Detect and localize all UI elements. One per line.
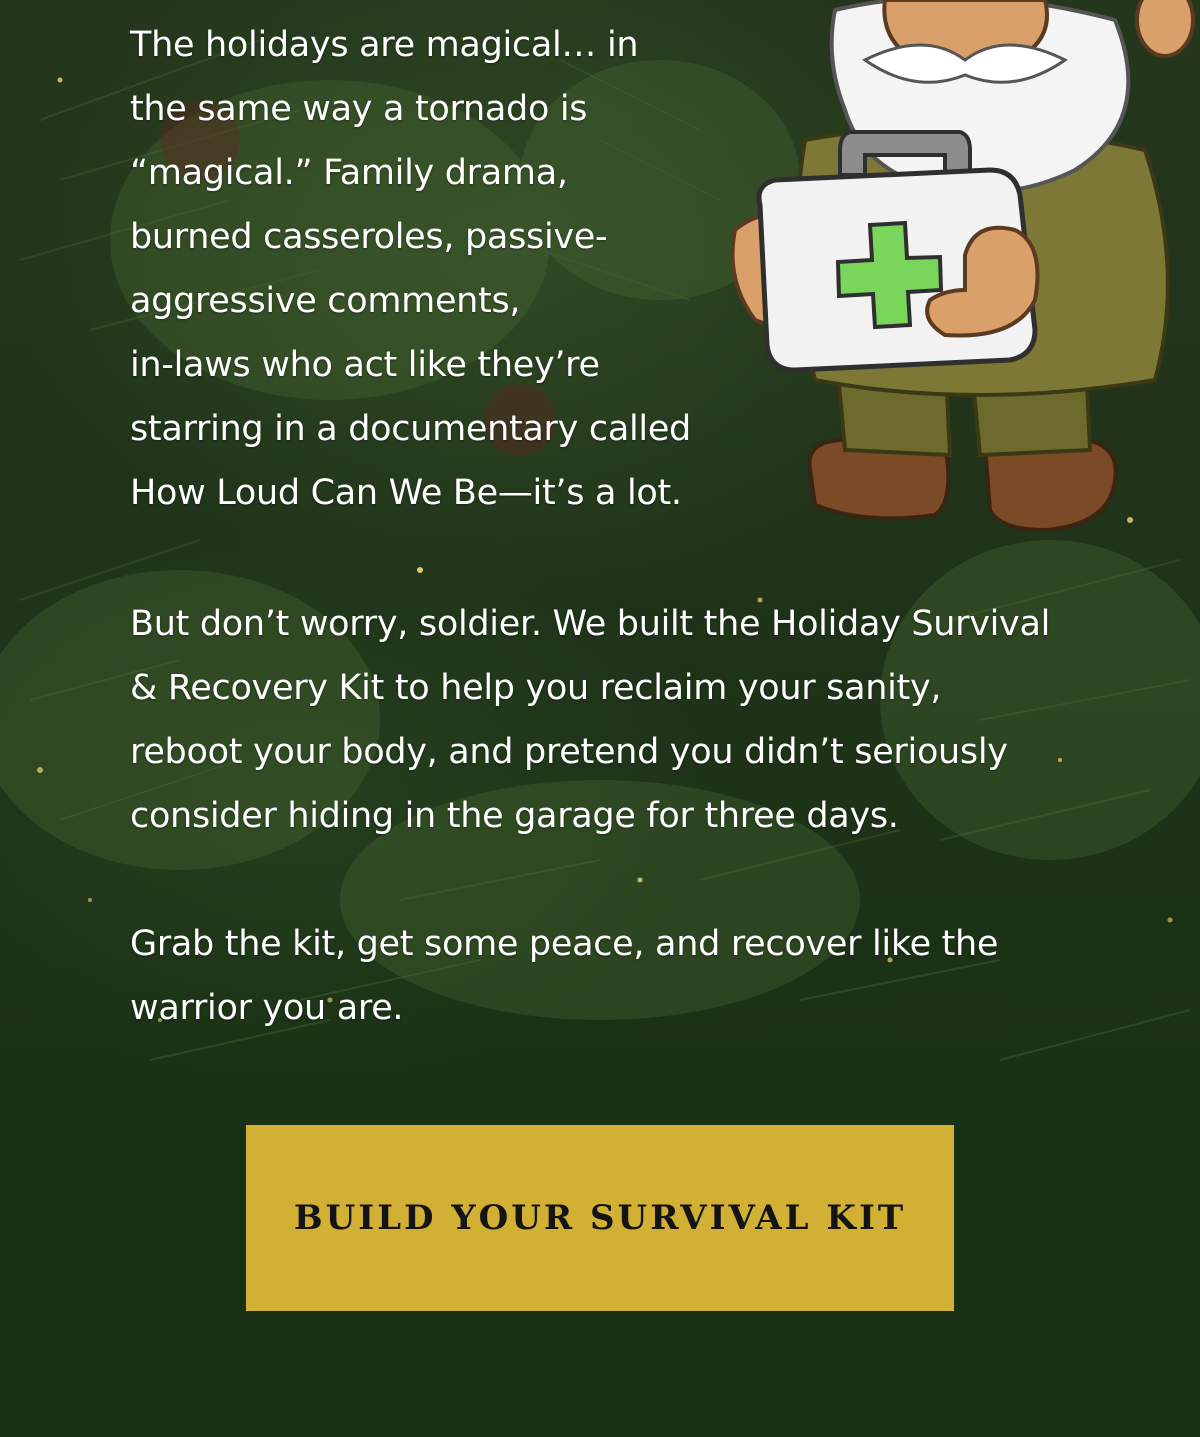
kit-description-paragraph [130, 592, 1050, 848]
gnome-soldier-first-aid-kit-icon [715, 0, 1200, 570]
intro-line: The holidays are magical… in [130, 25, 639, 65]
intro-line: How Loud Can We Be—it’s a lot. [130, 473, 682, 513]
build-survival-kit-label: BUILD YOUR SURVIVAL KIT [293, 1198, 907, 1238]
intro-line: the same way a tornado is [130, 89, 588, 129]
intro-line: “magical.” Family drama, [130, 153, 568, 193]
kit-description-line: consider hiding in the garage for three days. [130, 796, 899, 836]
kit-description-line: reboot your body, and pretend you didn’t seriously [130, 732, 1008, 772]
intro-line: in-laws who act like they’re [130, 345, 600, 385]
closing-line: Grab the kit, get some peace, and recover like the [130, 924, 999, 964]
intro-line: starring in a documentary called [130, 409, 691, 449]
closing-paragraph [130, 912, 998, 1040]
intro-paragraph [130, 13, 691, 525]
closing-line: warrior you are. [130, 988, 404, 1028]
intro-line: aggressive comments, [130, 281, 521, 321]
kit-description-line: But don’t worry, soldier. We built the Holiday Survival [130, 604, 1051, 644]
kit-description-line: & Recovery Kit to help you reclaim your sanity, [130, 668, 942, 708]
intro-line: burned casseroles, passive- [130, 217, 608, 257]
build-survival-kit-button[interactable] [246, 1125, 954, 1311]
